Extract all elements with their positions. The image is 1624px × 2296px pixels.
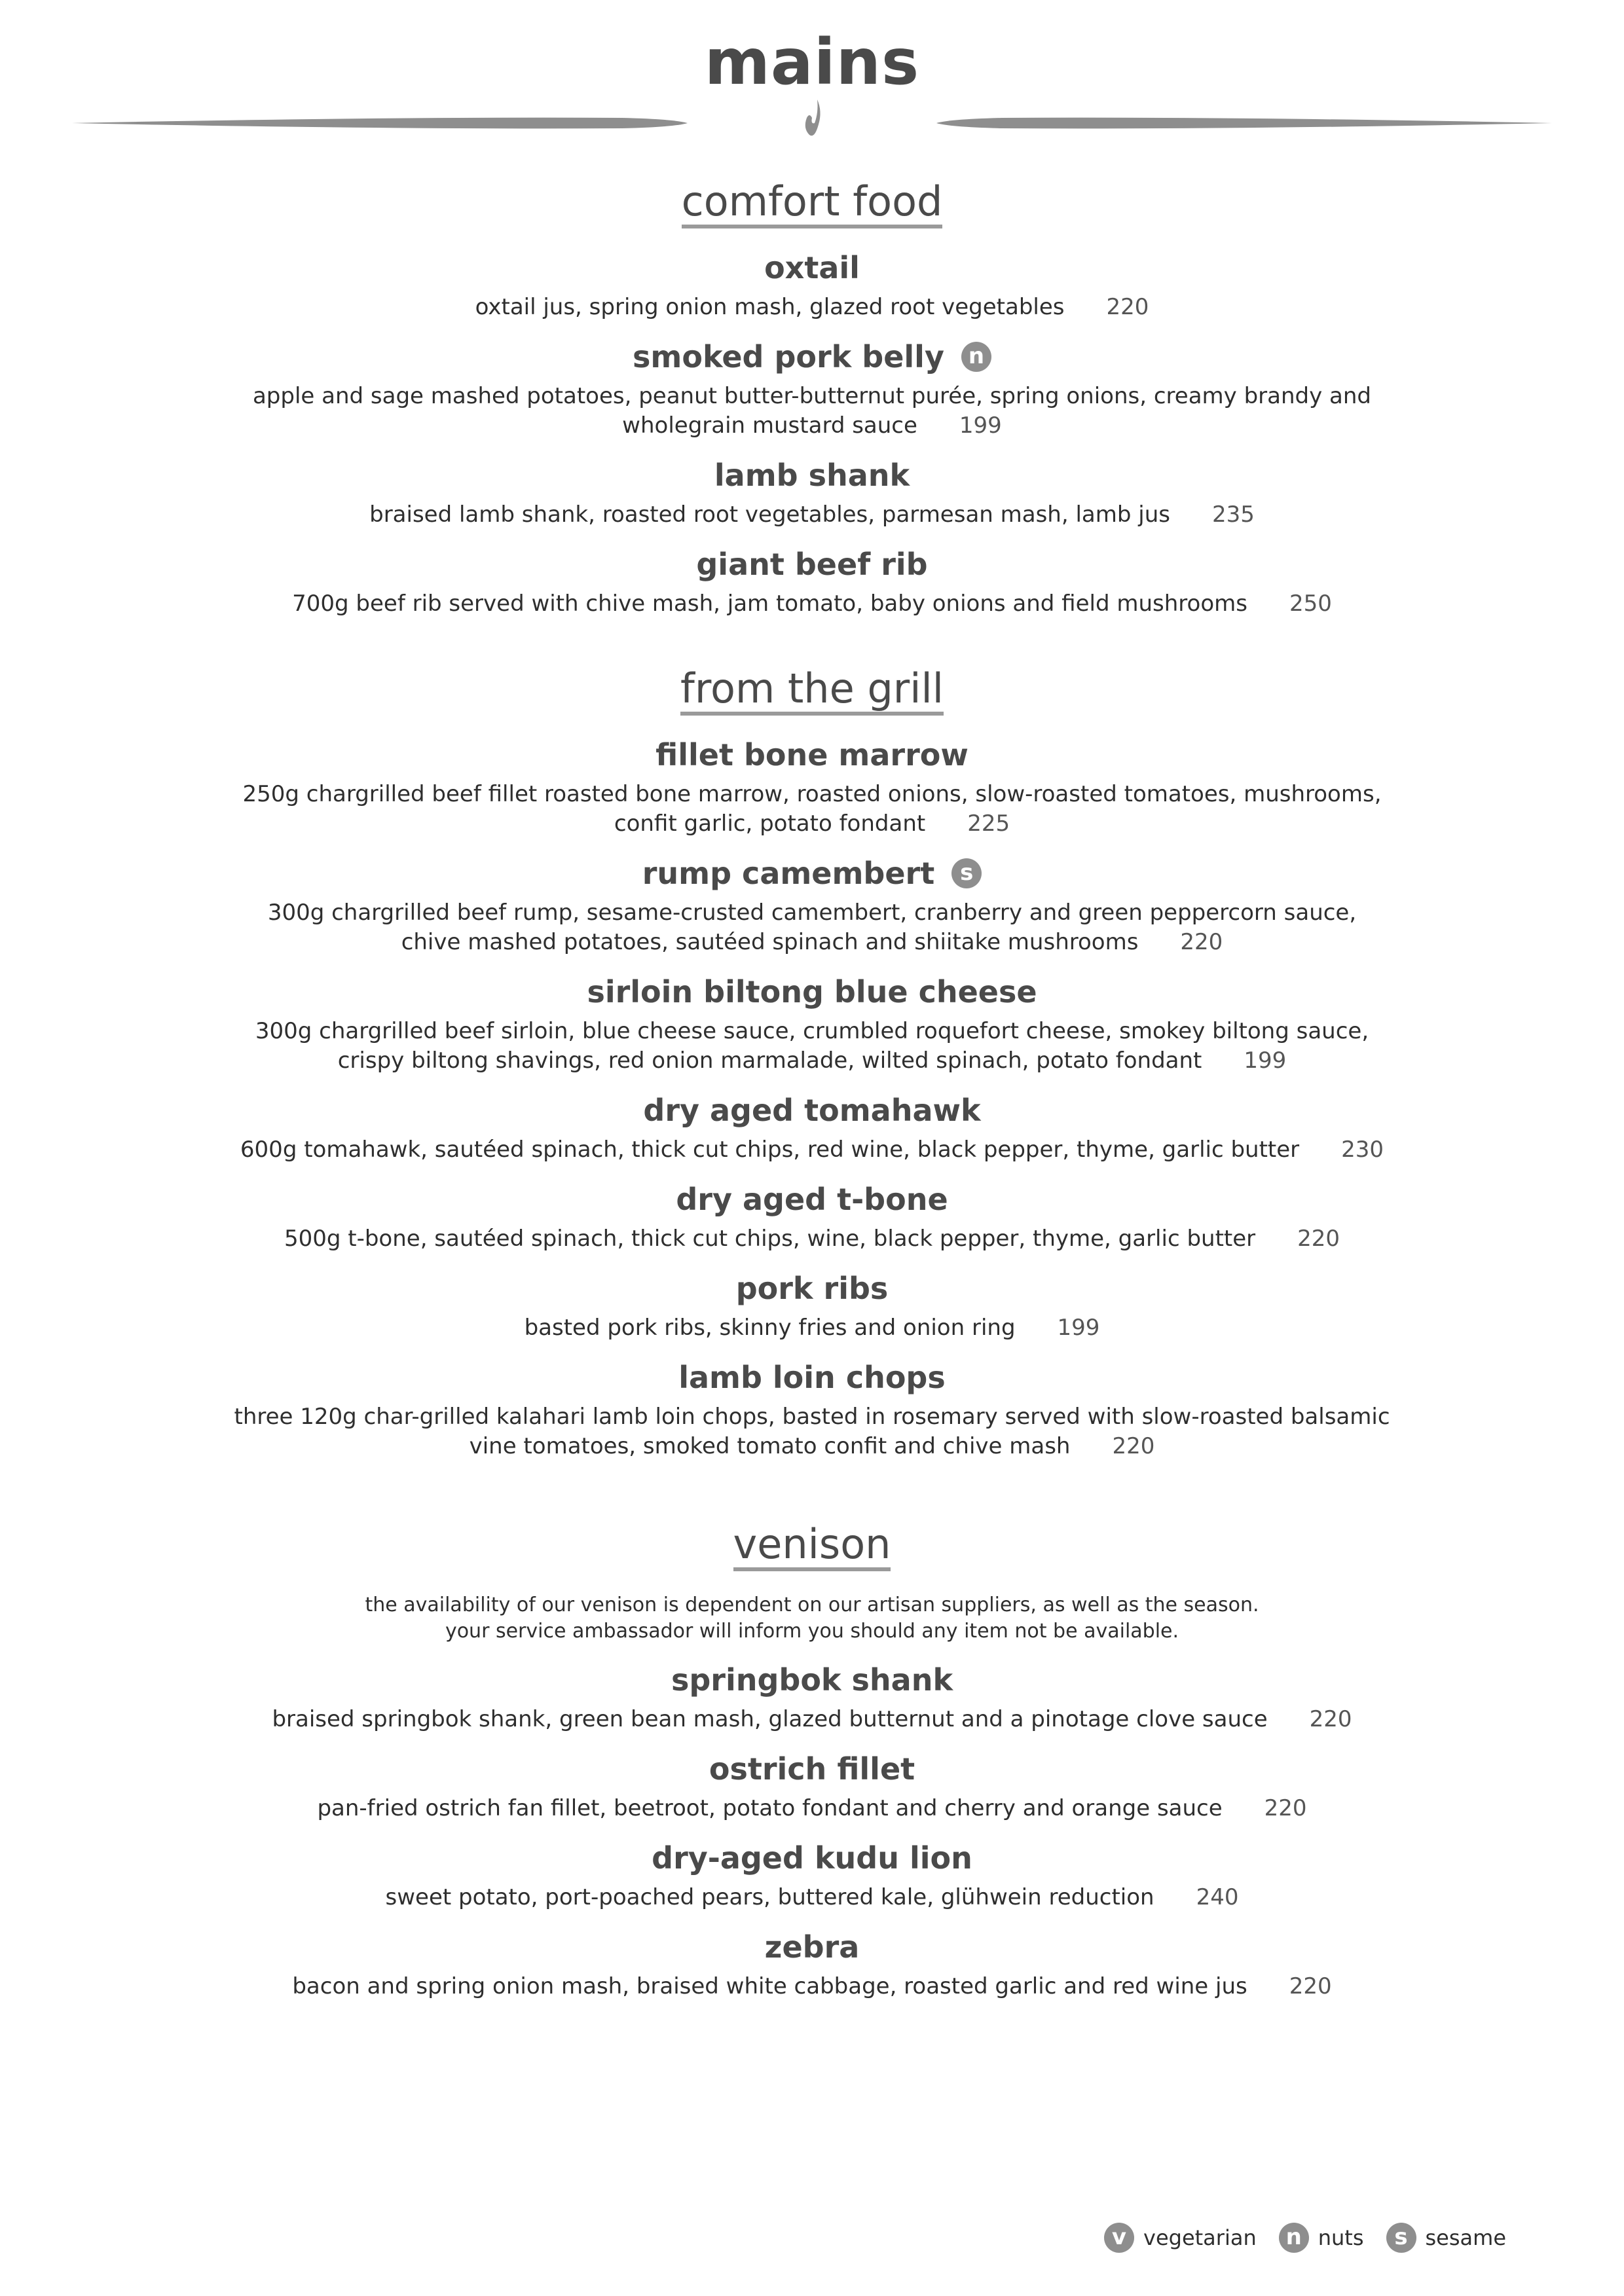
description-text: confit garlic, potato fondant xyxy=(614,811,926,837)
menu-item-price: 250 xyxy=(1289,591,1332,617)
menu-item-title xyxy=(92,1929,1532,1965)
menu-item-name: dry aged t-bone xyxy=(676,1182,948,1217)
menu-item-description xyxy=(92,500,1532,530)
sesame-icon: s xyxy=(1386,2223,1416,2253)
description-line xyxy=(92,1046,1532,1076)
menu-item-description xyxy=(92,1224,1532,1254)
section-heading-text: comfort food xyxy=(682,179,943,228)
menu-item-name: sirloin biltong blue cheese xyxy=(587,974,1037,1010)
title-divider xyxy=(0,92,1624,151)
menu-item xyxy=(92,974,1532,1076)
section-heading xyxy=(92,179,1532,231)
legend-label: sesame xyxy=(1425,2225,1506,2250)
menu-item-description xyxy=(92,780,1532,839)
menu-item-price: 199 xyxy=(1244,1048,1287,1074)
description-line xyxy=(92,809,1532,839)
description-line xyxy=(92,1794,1532,1823)
description-text: 700g beef rib served with chive mash, jam tomato, baby onions and field mushrooms xyxy=(292,591,1247,617)
section-venison xyxy=(92,1522,1532,2018)
menu-item-price: 220 xyxy=(1289,1973,1332,1999)
section-heading-text: from the grill xyxy=(680,666,944,716)
menu-item xyxy=(92,1840,1532,1912)
menu-item-price: 235 xyxy=(1211,501,1255,528)
description-text: wholegrain mustard sauce xyxy=(622,412,917,439)
menu-item-description xyxy=(92,1135,1532,1165)
description-text: vine tomatoes, smoked tomato confit and chive mash xyxy=(469,1433,1071,1459)
menu-item-price: 240 xyxy=(1196,1884,1239,1910)
menu-item-name: smoked pork belly xyxy=(633,339,944,374)
legend-label: vegetarian xyxy=(1143,2225,1257,2250)
menu-item xyxy=(92,737,1532,839)
menu-item-name: dry-aged kudu lion xyxy=(652,1840,972,1876)
legend-item xyxy=(1104,2223,1257,2253)
description-line xyxy=(92,500,1532,530)
menu-item-title xyxy=(92,1270,1532,1307)
menu-item xyxy=(92,1181,1532,1254)
section-comfort-food xyxy=(92,179,1532,635)
menu-item-price: 225 xyxy=(967,811,1010,837)
description-line xyxy=(92,1313,1532,1343)
menu-item-description xyxy=(92,589,1532,619)
menu-item-description xyxy=(92,1313,1532,1343)
note-line: the availability of our venison is dependent on our artisan suppliers, as well as the season. xyxy=(365,1594,1259,1616)
menu-item-name: pork ribs xyxy=(735,1271,889,1306)
menu-item-name: lamb loin chops xyxy=(678,1360,946,1395)
menu-item xyxy=(92,1751,1532,1823)
menu-item-description xyxy=(92,1794,1532,1823)
menu-item-name: dry aged tomahawk xyxy=(643,1093,981,1128)
section-heading xyxy=(92,666,1532,718)
nuts-icon: n xyxy=(1279,2223,1309,2253)
right-divider-line xyxy=(936,118,1552,129)
menu-item-title xyxy=(92,338,1532,375)
nuts-icon: n xyxy=(961,342,991,372)
legend-item xyxy=(1279,2223,1364,2253)
menu-item-price: 220 xyxy=(1264,1795,1307,1821)
description-line xyxy=(92,1972,1532,2001)
description-text: 250g chargrilled beef fillet roasted bone marrow, roasted onions, slow-roasted tomatoes, mushrooms, xyxy=(242,781,1382,807)
menu-item-name: rump camembert xyxy=(642,856,935,891)
menu-item-title xyxy=(92,249,1532,286)
availability-note xyxy=(92,1592,1532,1645)
description-line xyxy=(92,382,1532,411)
menu-item-description xyxy=(92,293,1532,322)
left-divider-line xyxy=(72,118,688,129)
menu-item xyxy=(92,1929,1532,2001)
menu-item-name: oxtail xyxy=(764,250,860,285)
menu-item-title xyxy=(92,1092,1532,1129)
description-line xyxy=(92,1883,1532,1912)
menu-item xyxy=(92,338,1532,441)
menu-item-description xyxy=(92,382,1532,441)
description-line xyxy=(92,780,1532,809)
menu-item-description xyxy=(92,1402,1532,1461)
description-line xyxy=(92,589,1532,619)
description-line xyxy=(92,1402,1532,1432)
description-line xyxy=(92,1224,1532,1254)
description-text: braised lamb shank, roasted root vegetables, parmesan mash, lamb jus xyxy=(369,501,1170,528)
menu-item-name: zebra xyxy=(764,1929,860,1965)
menu-item xyxy=(92,249,1532,322)
menu-item-title xyxy=(92,546,1532,583)
menu-item xyxy=(92,855,1532,957)
menu-item xyxy=(92,1092,1532,1165)
description-line xyxy=(92,928,1532,957)
menu-item xyxy=(92,1359,1532,1461)
legend-label: nuts xyxy=(1318,2225,1364,2250)
section-from-the-grill xyxy=(92,666,1532,1478)
menu-item-price: 199 xyxy=(1057,1315,1100,1341)
description-line xyxy=(92,1432,1532,1461)
menu-item xyxy=(92,1270,1532,1343)
description-text: pan-fried ostrich fan fillet, beetroot, potato fondant and cherry and orange sauce xyxy=(317,1795,1223,1821)
description-line xyxy=(92,1017,1532,1046)
menu-item-price: 220 xyxy=(1180,929,1223,955)
menu-item-title xyxy=(92,737,1532,773)
menu-item-description xyxy=(92,898,1532,957)
menu-item-title xyxy=(92,1751,1532,1787)
description-text: sweet potato, port-poached pears, buttered kale, glühwein reduction xyxy=(385,1884,1154,1910)
description-text: crispy biltong shavings, red onion marmalade, wilted spinach, potato fondant xyxy=(337,1048,1202,1074)
menu-item-title xyxy=(92,1662,1532,1698)
menu-item-name: fillet bone marrow xyxy=(655,737,969,773)
menu-item-name: giant beef rib xyxy=(696,547,928,582)
description-text: 300g chargrilled beef sirloin, blue cheese sauce, crumbled roquefort cheese, smokey biltong sauce, xyxy=(255,1018,1369,1044)
swirl-ornament-icon xyxy=(805,100,821,136)
dietary-legend xyxy=(1082,2223,1506,2253)
description-text: apple and sage mashed potatoes, peanut butter-butternut purée, spring onions, creamy brandy and xyxy=(252,383,1372,409)
menu-item-description xyxy=(92,1705,1532,1734)
section-heading-text: venison xyxy=(733,1522,891,1571)
page-title: mains xyxy=(704,26,920,99)
vegetarian-icon: v xyxy=(1104,2223,1134,2253)
description-line xyxy=(92,293,1532,322)
description-text: basted pork ribs, skinny fries and onion ring xyxy=(524,1315,1016,1341)
menu-item-title xyxy=(92,1181,1532,1218)
description-text: 300g chargrilled beef rump, sesame-crusted camembert, cranberry and green peppercorn sauce, xyxy=(267,900,1357,926)
description-text: oxtail jus, spring onion mash, glazed root vegetables xyxy=(475,294,1065,320)
menu-item xyxy=(92,457,1532,530)
menu-item-title xyxy=(92,974,1532,1010)
menu-item-title xyxy=(92,1840,1532,1876)
menu-item-title xyxy=(92,1359,1532,1396)
menu-item-name: ostrich fillet xyxy=(709,1751,915,1787)
menu-item-price: 230 xyxy=(1341,1137,1384,1163)
menu-item xyxy=(92,1662,1532,1734)
sesame-icon: s xyxy=(951,858,982,888)
section-heading xyxy=(92,1522,1532,1574)
menu-item-title xyxy=(92,855,1532,892)
menu-item-title xyxy=(92,457,1532,494)
description-text: bacon and spring onion mash, braised white cabbage, roasted garlic and red wine jus xyxy=(292,1973,1247,1999)
menu-item-description xyxy=(92,1972,1532,2001)
description-line xyxy=(92,898,1532,928)
menu-item-price: 199 xyxy=(959,412,1002,439)
description-line xyxy=(92,411,1532,441)
description-line xyxy=(92,1135,1532,1165)
legend-item xyxy=(1386,2223,1507,2253)
menu-item xyxy=(92,546,1532,619)
note-line: your service ambassador will inform you should any item not be available. xyxy=(445,1620,1179,1643)
menu-item-name: springbok shank xyxy=(671,1662,953,1698)
menu-item-price: 220 xyxy=(1106,294,1149,320)
description-text: chive mashed potatoes, sautéed spinach and shiitake mushrooms xyxy=(401,929,1139,955)
menu-item-price: 220 xyxy=(1297,1226,1340,1252)
menu-item-price: 220 xyxy=(1309,1706,1352,1732)
menu-item-price: 220 xyxy=(1112,1433,1155,1459)
description-text: three 120g char-grilled kalahari lamb loin chops, basted in rosemary served with slow-roasted balsamic xyxy=(234,1404,1390,1430)
description-text: 500g t-bone, sautéed spinach, thick cut chips, wine, black pepper, thyme, garlic butter xyxy=(284,1226,1256,1252)
menu-item-name: lamb shank xyxy=(714,458,910,493)
description-line xyxy=(92,1705,1532,1734)
description-text: braised springbok shank, green bean mash, glazed butternut and a pinotage clove sauce xyxy=(272,1706,1268,1732)
menu-item-description xyxy=(92,1883,1532,1912)
description-text: 600g tomahawk, sautéed spinach, thick cut chips, red wine, black pepper, thyme, garlic butter xyxy=(240,1137,1300,1163)
menu-item-description xyxy=(92,1017,1532,1076)
